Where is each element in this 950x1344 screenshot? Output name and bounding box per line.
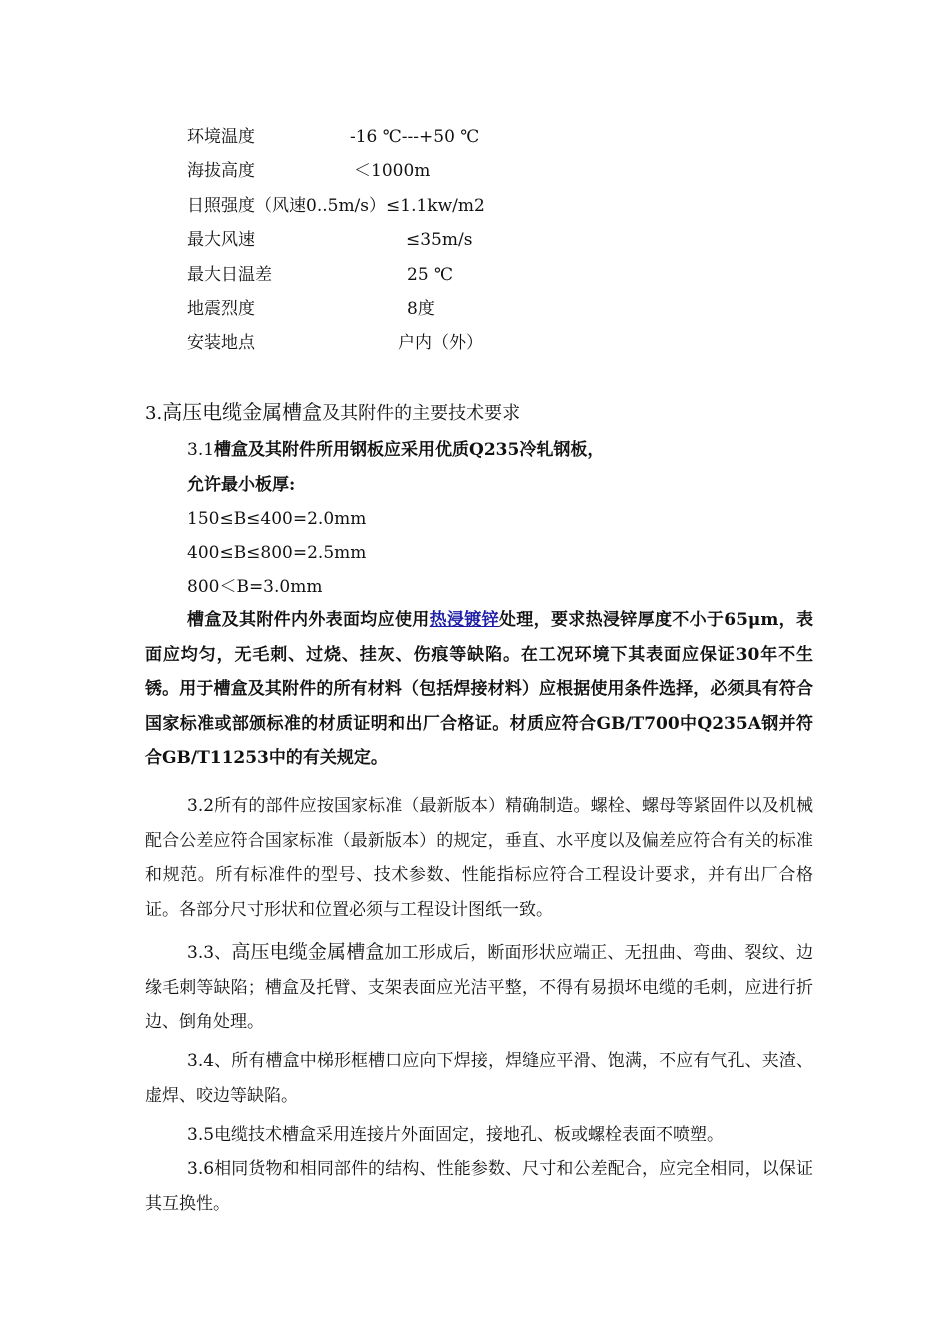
- env-row-altitude: [187, 160, 431, 182]
- env-row-temperature: [187, 126, 480, 148]
- env-label: 安装地点: [187, 333, 255, 353]
- env-value: 25 ℃: [407, 265, 454, 285]
- paragraph-3-5: 3.5电缆技术槽盒采用连接片外面固定，接地孔、板或螺栓表面不喷塑。: [187, 1125, 725, 1145]
- env-row-temp-diff: [187, 264, 454, 286]
- paragraph-3-3: [145, 935, 813, 1040]
- env-label: 日照强度（风速0..5m/s）≤1.1kw/m2: [187, 196, 485, 216]
- env-value: 户内（外）: [398, 333, 483, 353]
- env-label: 地震烈度: [187, 299, 255, 319]
- section-title-large: 高压电缆金属槽盒: [162, 400, 323, 424]
- thickness-rule: 150≤B≤400=2.0mm: [187, 509, 367, 529]
- para-3-3-rest: 加工形成后，断面形状应端正、无扭曲、弯曲、裂纹、边缘毛刺等缺陷；槽盒及托臂、支架表面应光洁平整，不得有易损坏电缆的毛刺，应进行折边、倒角处理。: [145, 943, 813, 1032]
- env-value: ≤35m/s: [406, 230, 473, 250]
- min-thickness-label: 允许最小板厚:: [187, 475, 296, 495]
- env-label: 最大日温差: [187, 265, 272, 285]
- env-value: 8度: [407, 299, 435, 319]
- section-number: 3.: [145, 403, 163, 424]
- galvanize-paragraph: [145, 603, 813, 776]
- env-row-irradiance: [187, 195, 485, 217]
- paragraph-3-2: 3.2所有的部件应按国家标准（最新版本）精确制造。螺栓、螺母等紧固件以及机械配合公差应符合国家标准（最新版本）的规定，垂直、水平度以及偏差应符合有关的标准和规范。所有标准件的型号、技术参数、性能指标应符合工程设计要求，并有出厂合格证。各部分尺寸形状和位置必须与工程设计图纸一致。: [145, 796, 813, 920]
- section-heading: [145, 400, 520, 426]
- req-number: 3.1: [187, 440, 215, 460]
- req-3-1-line: [187, 438, 604, 462]
- paragraph-3-4: 3.4、所有槽盒中梯形框槽口应向下焊接，焊缝应平滑、饱满，不应有气孔、夹渣、虚焊、咬边等缺陷。: [145, 1051, 813, 1106]
- thickness-rule: 800＜B=3.0mm: [187, 577, 323, 597]
- env-value: -16 ℃---+50 ℃: [350, 127, 480, 147]
- para-3-3-large: 高压电缆金属槽盒: [231, 941, 385, 963]
- thickness-rule: 400≤B≤800=2.5mm: [187, 543, 367, 563]
- env-label: 最大风速: [187, 230, 255, 250]
- galvanize-text-2: 处理，要求热浸锌厚度不小于65μm，表面应均匀，无毛刺、过烧、挂灰、伤痕等缺陷。在工况环境下其表面应保证30年不生锈。用于槽盒及其附件的所有材料（包括焊接材料）应根据使用条件选择，必须具有符合国家标准或部颁标准的材质证明和出厂合格证。材质应符合GB/T700中Q235A钢并符合GB/T11253中的有关规定。: [145, 610, 814, 768]
- section-title-rest: 及其附件的主要技术要求: [322, 403, 521, 424]
- env-label: 海拔高度: [187, 161, 255, 181]
- req-text: 槽盒及其附件所用钢板应采用优质Q235冷轧钢板，: [214, 440, 605, 460]
- galvanize-text-1: 槽盒及其附件内外表面均应使用: [187, 610, 430, 630]
- paragraph-3-6: 3.6相同货物和相同部件的结构、性能参数、尺寸和公差配合，应完全相同，以保证其互换性。: [145, 1159, 813, 1214]
- env-row-location: [187, 332, 483, 354]
- env-value: ＜1000m: [354, 161, 431, 181]
- para-3-3-prefix: 3.3、: [187, 943, 232, 963]
- env-row-wind-speed: [187, 229, 473, 251]
- env-label: 环境温度: [187, 127, 255, 147]
- hot-dip-galvanizing-link[interactable]: 热浸镀锌: [429, 610, 499, 630]
- env-row-seismic: [187, 298, 435, 320]
